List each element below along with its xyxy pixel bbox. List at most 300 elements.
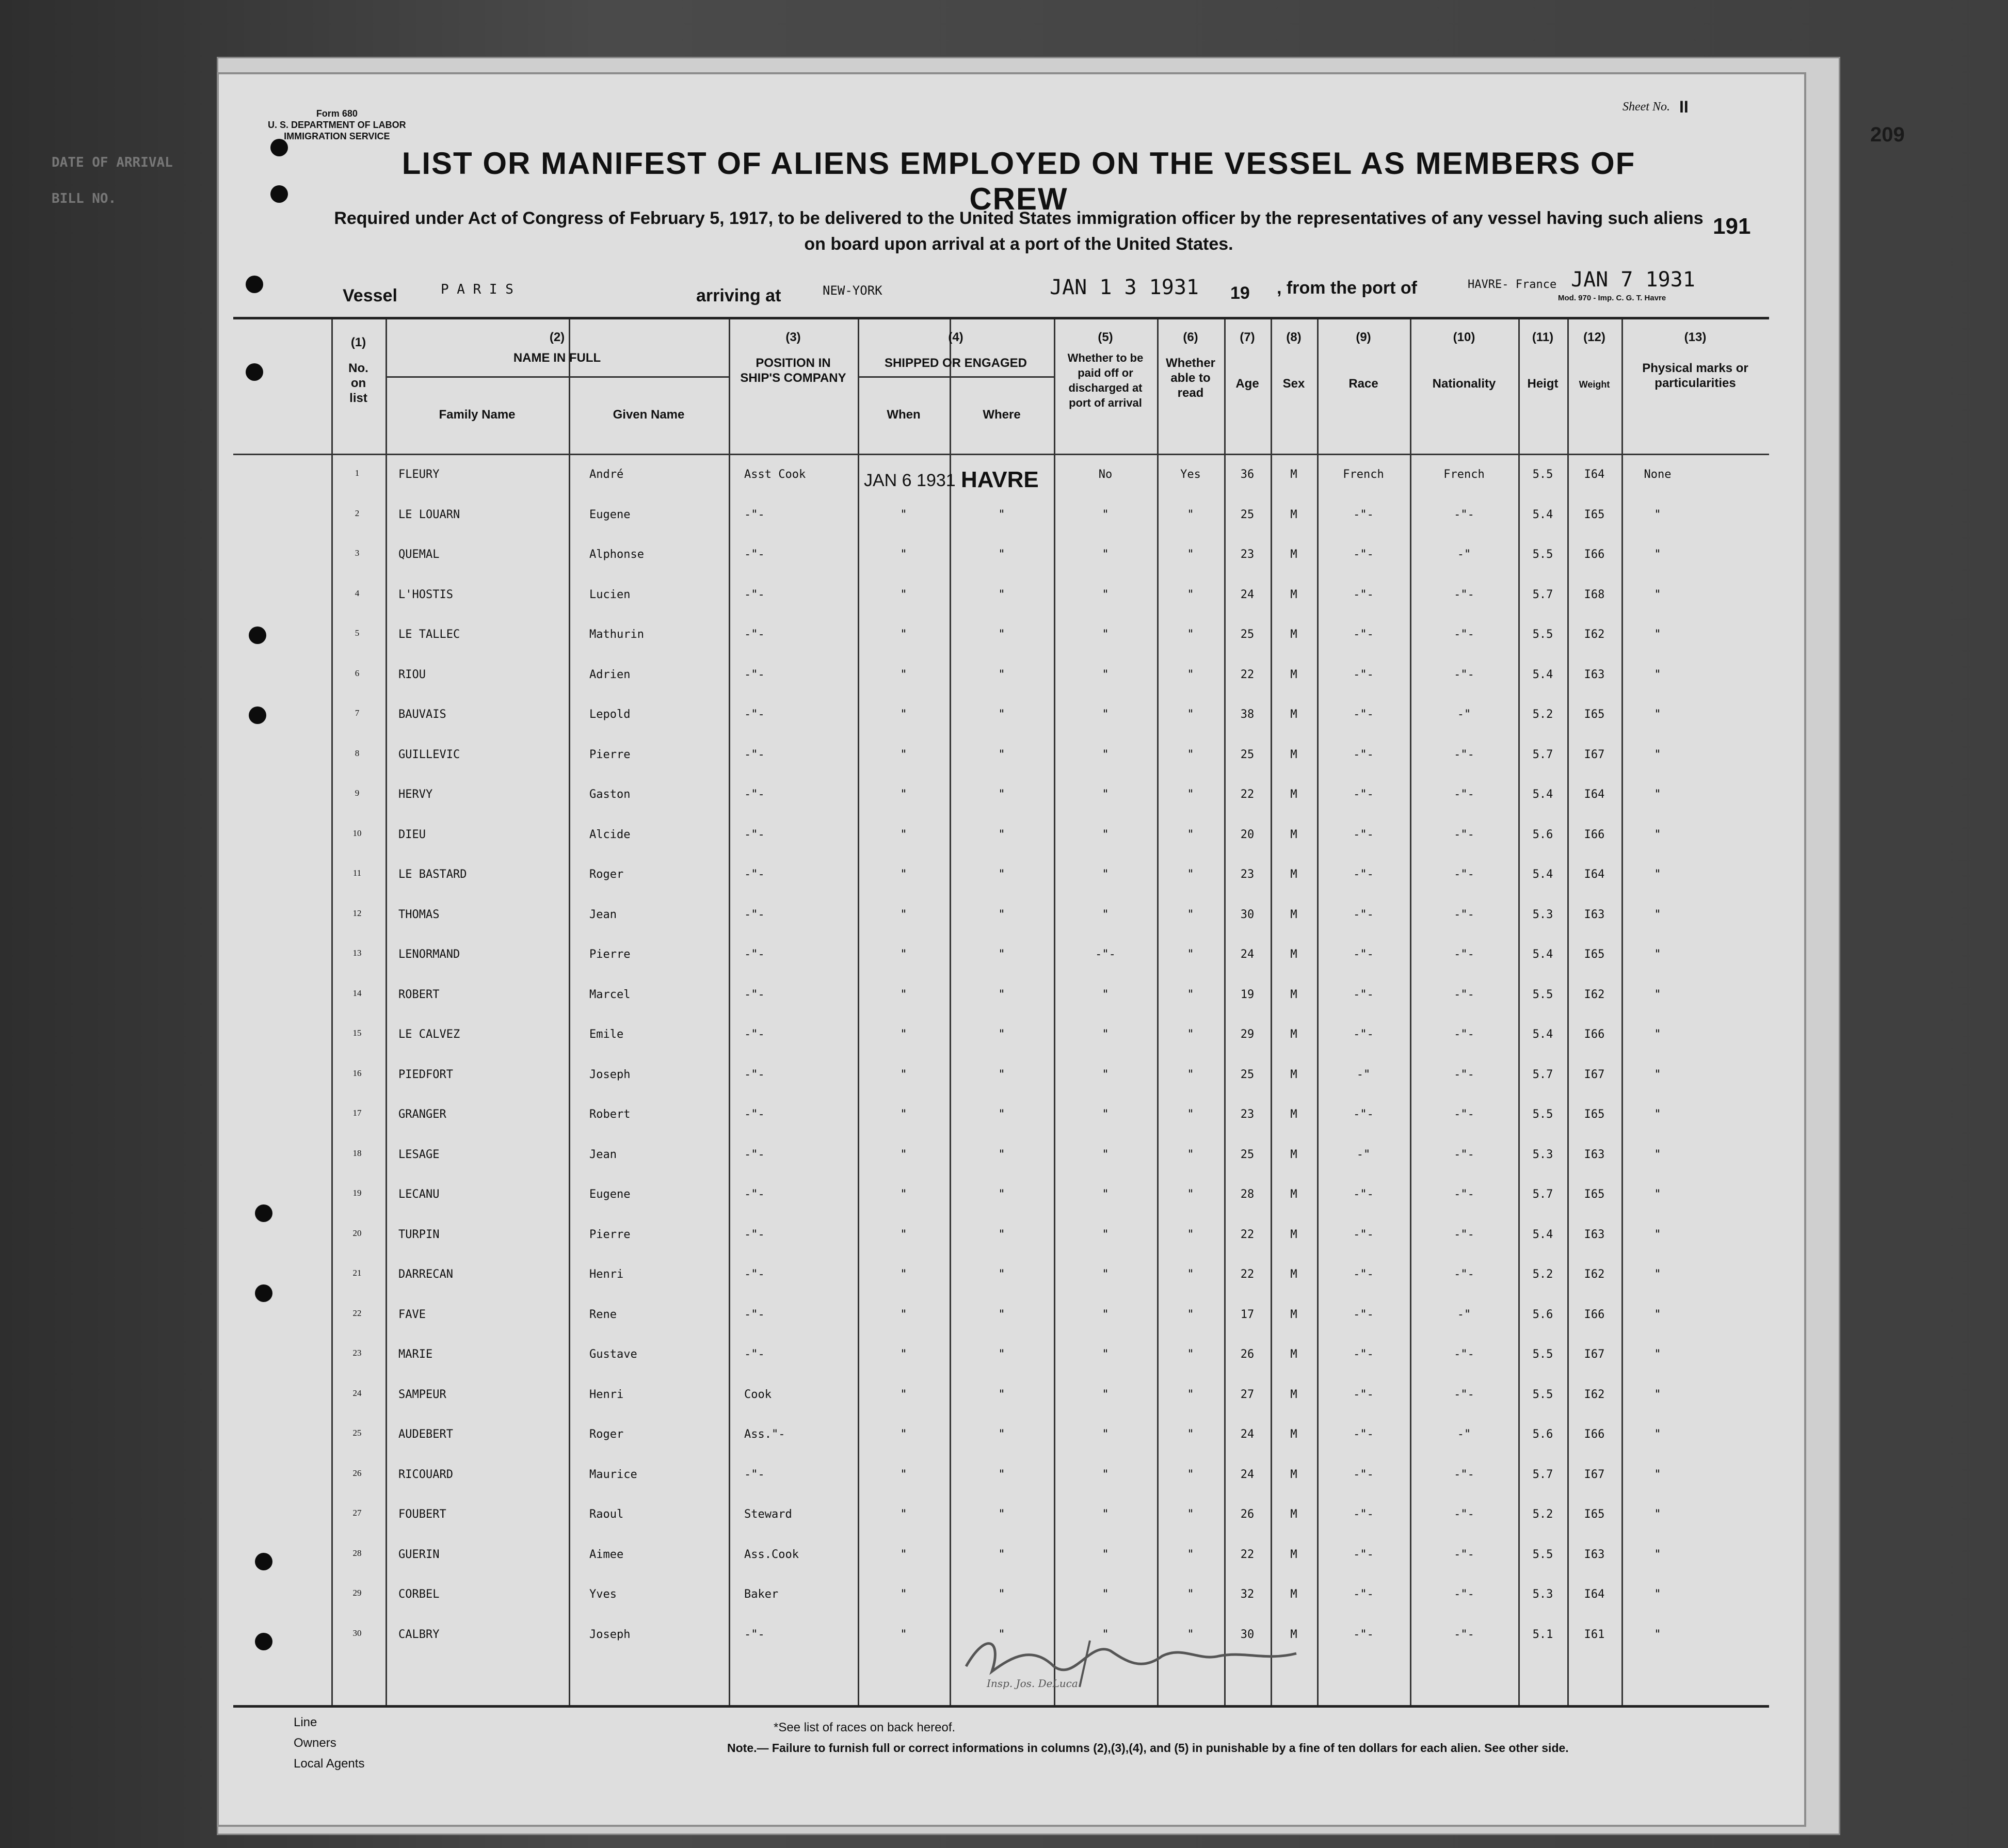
cell-family: FAVE [398, 1308, 426, 1321]
cell-family: LE LOUARN [398, 508, 460, 521]
cell-paid: " [1102, 1348, 1109, 1361]
cell-given: Joseph [589, 1068, 631, 1081]
cell-nationality: -"- [1454, 1388, 1474, 1401]
penalty-note: Note.— Failure to furnish full or correct informations in columns (2),(3),(4), and (5) in punishable by a fine of ten dollars for each alien. See other side. [727, 1741, 1569, 1755]
cell-family: RICOUARD [398, 1468, 453, 1481]
cell-race: -"- [1353, 748, 1374, 761]
header-col-10-number: (10) [1453, 330, 1475, 344]
cell-height: 5.2 [1532, 708, 1553, 721]
cell-where: " [998, 788, 1005, 801]
cell-when: " [900, 1308, 907, 1321]
cell-no: 24 [352, 1388, 362, 1398]
cell-family: MARIE [398, 1348, 433, 1361]
header-col-12: Weight [1579, 379, 1610, 390]
cell-sex: M [1290, 1188, 1297, 1201]
cell-height: 5.5 [1532, 548, 1553, 561]
cell-sex: M [1290, 788, 1297, 801]
cell-where: " [998, 668, 1005, 681]
cell-paid: " [1102, 1028, 1109, 1041]
column-rule [1567, 319, 1569, 1705]
cell-weight: I64 [1584, 788, 1605, 801]
cell-weight: I68 [1584, 588, 1605, 601]
cell-sex: M [1290, 1308, 1297, 1321]
cell-where: " [998, 548, 1005, 561]
cell-height: 5.6 [1532, 1308, 1553, 1321]
cell-sex: M [1290, 1348, 1297, 1361]
cell-race: -"- [1353, 668, 1374, 681]
sheet-number: II [1679, 98, 1689, 116]
cell-when: " [900, 948, 907, 961]
cell-weight: I66 [1584, 548, 1605, 561]
cell-weight: I62 [1584, 988, 1605, 1001]
cell-paid: " [1102, 1188, 1109, 1201]
header-rule [233, 454, 1769, 455]
cell-no: 2 [355, 508, 360, 518]
cell-nationality: -"- [1454, 788, 1474, 801]
cell-where: " [998, 1028, 1005, 1041]
cell-age: 22 [1240, 1268, 1255, 1281]
cell-when: " [900, 1068, 907, 1081]
cell-marks: " [1654, 508, 1661, 521]
cell-read: Yes [1180, 468, 1201, 481]
cell-position: -"- [744, 1308, 765, 1321]
cell-paid: " [1102, 1308, 1109, 1321]
cell-position: -"- [744, 908, 765, 921]
cell-nationality: -"- [1454, 828, 1474, 841]
cell-position: Steward [744, 1508, 792, 1521]
cell-given: Pierre [589, 748, 631, 761]
cell-weight: I65 [1584, 948, 1605, 961]
cell-when: " [900, 588, 907, 601]
cell-read: " [1187, 588, 1194, 601]
cell-race: French [1343, 468, 1384, 481]
cell-read: " [1187, 1028, 1194, 1041]
cell-position: -"- [744, 508, 765, 521]
cell-nationality: -"- [1454, 868, 1474, 881]
cell-nationality: -"- [1454, 1348, 1474, 1361]
cell-sex: M [1290, 1628, 1297, 1641]
cell-given: Raoul [589, 1508, 624, 1521]
cell-marks: " [1654, 988, 1661, 1001]
cell-no: 1 [355, 468, 360, 478]
cell-position: Cook [744, 1388, 772, 1401]
cell-marks: " [1654, 868, 1661, 881]
cell-paid: " [1102, 588, 1109, 601]
cell-weight: I64 [1584, 868, 1605, 881]
cell-sex: M [1290, 668, 1297, 681]
cell-where: " [998, 948, 1005, 961]
cell-position: -"- [744, 628, 765, 641]
cell-marks: " [1654, 1548, 1661, 1561]
margin-stamp-bill: BILL NO. [52, 191, 117, 206]
signature [956, 1610, 1317, 1692]
header-col-7: Age [1235, 377, 1259, 391]
cell-when: " [900, 668, 907, 681]
cell-read: " [1187, 988, 1194, 1001]
cell-where: " [998, 868, 1005, 881]
cell-age: 29 [1240, 1028, 1255, 1041]
cell-read: " [1187, 708, 1194, 721]
cell-no: 6 [355, 668, 360, 678]
column-rule [858, 319, 859, 1705]
cell-marks: None [1644, 468, 1672, 481]
cell-paid: " [1102, 788, 1109, 801]
cell-age: 28 [1240, 1188, 1255, 1201]
header-rule [858, 376, 1054, 378]
cell-sex: M [1290, 828, 1297, 841]
cell-race: -" [1356, 1148, 1371, 1161]
cell-when: " [900, 628, 907, 641]
cell-nationality: -"- [1454, 948, 1474, 961]
cell-weight: I63 [1584, 1228, 1605, 1241]
cell-weight: I67 [1584, 1468, 1605, 1481]
cell-position: -"- [744, 1348, 765, 1361]
cell-given: Eugene [589, 1188, 631, 1201]
cell-height: 5.7 [1532, 1468, 1553, 1481]
cell-given: Jean [589, 1148, 617, 1161]
cell-given: Mathurin [589, 628, 644, 641]
cell-age: 25 [1240, 508, 1255, 521]
cell-where: " [998, 1388, 1005, 1401]
cell-marks: " [1654, 708, 1661, 721]
cell-given: Marcel [589, 988, 631, 1001]
cell-given: Rene [589, 1308, 617, 1321]
cell-race: -"- [1353, 788, 1374, 801]
cell-family: LE CALVEZ [398, 1028, 460, 1041]
cell-read: " [1187, 1508, 1194, 1521]
cell-weight: I65 [1584, 1188, 1605, 1201]
cell-height: 5.7 [1532, 1188, 1553, 1201]
cell-age: 26 [1240, 1508, 1255, 1521]
cell-age: 24 [1240, 1468, 1255, 1481]
cell-given: Henri [589, 1268, 624, 1281]
cell-height: 5.4 [1532, 1228, 1553, 1241]
cell-no: 13 [352, 948, 362, 958]
cell-nationality: -"- [1454, 1548, 1474, 1561]
cell-position: -"- [744, 668, 765, 681]
cell-given: André [589, 468, 624, 481]
cell-given: Aimee [589, 1548, 624, 1561]
cell-given: Lepold [589, 708, 631, 721]
arriving-port: NEW-YORK [823, 283, 882, 298]
cell-sex: M [1290, 468, 1297, 481]
header-col-6-number: (6) [1183, 330, 1198, 344]
cell-weight: I64 [1584, 1588, 1605, 1601]
cell-sex: M [1290, 1428, 1297, 1441]
cell-sex: M [1290, 1108, 1297, 1121]
cell-sex: M [1290, 1388, 1297, 1401]
cell-when: " [900, 1188, 907, 1201]
cell-race: -"- [1353, 988, 1374, 1001]
footer-line: Line [294, 1715, 317, 1729]
cell-sex: M [1290, 1028, 1297, 1041]
cell-read: " [1187, 788, 1194, 801]
header-col-5-number: (5) [1098, 330, 1113, 344]
column-rule [1410, 319, 1411, 1705]
margin-stamp-arrival: DATE OF ARRIVAL [52, 155, 173, 170]
cell-no: 22 [352, 1308, 362, 1318]
cell-weight: I62 [1584, 1388, 1605, 1401]
cell-no: 7 [355, 708, 360, 718]
cell-marks: " [1654, 628, 1661, 641]
cell-nationality: -"- [1454, 1628, 1474, 1641]
cell-paid: " [1102, 1548, 1109, 1561]
cell-no: 10 [352, 828, 362, 838]
header-family-name: Family Name [439, 408, 516, 422]
cell-height: 5.5 [1532, 1388, 1553, 1401]
cell-marks: " [1654, 1068, 1661, 1081]
cell-given: Roger [589, 1428, 624, 1441]
manifest-sheet [217, 72, 1905, 1827]
cell-height: 5.4 [1532, 868, 1553, 881]
cell-where: " [998, 1588, 1005, 1601]
cell-sex: M [1290, 1268, 1297, 1281]
punch-hole [246, 276, 263, 293]
cell-height: 5.5 [1532, 468, 1553, 481]
cell-read: " [1187, 1468, 1194, 1481]
cell-position: -"- [744, 1188, 765, 1201]
cell-where: " [998, 1428, 1005, 1441]
cell-family: GUERIN [398, 1548, 440, 1561]
cell-where: " [998, 508, 1005, 521]
column-rule [1054, 319, 1055, 1705]
cell-weight: I66 [1584, 1428, 1605, 1441]
form-number: Form 680 [316, 108, 358, 119]
cell-where: " [998, 1148, 1005, 1161]
cell-nationality: -"- [1454, 588, 1474, 601]
cell-family: GUILLEVIC [398, 748, 460, 761]
cell-age: 24 [1240, 1428, 1255, 1441]
service: IMMIGRATION SERVICE [284, 131, 390, 141]
cell-position: -"- [744, 708, 765, 721]
cell-read: " [1187, 508, 1194, 521]
cell-no: 17 [352, 1108, 362, 1118]
cell-no: 28 [352, 1548, 362, 1558]
cell-height: 5.6 [1532, 1428, 1553, 1441]
cell-nationality: -"- [1454, 1188, 1474, 1201]
vessel-name: P A R I S [441, 282, 513, 297]
cell-weight: I62 [1584, 1268, 1605, 1281]
cell-sex: M [1290, 508, 1297, 521]
cell-family: ROBERT [398, 988, 440, 1001]
header-col-11: Heigt [1527, 377, 1559, 391]
vessel-label: Vessel [343, 286, 397, 306]
cell-age: 25 [1240, 1068, 1255, 1081]
races-note: *See list of races on back hereof. [774, 1721, 956, 1734]
cell-when: " [900, 828, 907, 841]
cell-sex: M [1290, 748, 1297, 761]
cell-family: L'HOSTIS [398, 588, 453, 601]
cell-age: 23 [1240, 1108, 1255, 1121]
cell-position: -"- [744, 1068, 765, 1081]
column-rule [569, 319, 570, 1705]
cell-family: BAUVAIS [398, 708, 446, 721]
cell-marks: " [1654, 548, 1661, 561]
cell-weight: I61 [1584, 1628, 1605, 1641]
cell-weight: I63 [1584, 1548, 1605, 1561]
cell-position: -"- [744, 1028, 765, 1041]
cell-position: -"- [744, 1108, 765, 1121]
cell-age: 22 [1240, 1548, 1255, 1561]
header-col-13-number: (13) [1684, 330, 1707, 344]
cell-no: 18 [352, 1148, 362, 1158]
cell-marks: " [1654, 1628, 1661, 1641]
header-col-2: NAME IN FULL [513, 351, 601, 365]
cell-family: HERVY [398, 788, 433, 801]
cell-when: " [900, 908, 907, 921]
cell-sex: M [1290, 628, 1297, 641]
cell-race: -"- [1353, 1268, 1374, 1281]
department: U. S. DEPARTMENT OF LABOR [268, 120, 406, 130]
departure-date: JAN 7 1931 [1571, 268, 1695, 292]
cell-nationality: -" [1457, 548, 1471, 561]
cell-sex: M [1290, 1588, 1297, 1601]
column-rule [1518, 319, 1520, 1705]
cell-read: " [1187, 668, 1194, 681]
cell-when: " [900, 1548, 907, 1561]
column-rule [1157, 319, 1159, 1705]
cell-given: Lucien [589, 588, 631, 601]
cell-position: Ass.Cook [744, 1548, 799, 1561]
cell-no: 21 [352, 1268, 362, 1278]
cell-family: DARRECAN [398, 1268, 453, 1281]
cell-when: " [900, 1468, 907, 1481]
cell-paid: " [1102, 708, 1109, 721]
header-col-7-number: (7) [1240, 330, 1255, 344]
cell-nationality: -" [1457, 1428, 1471, 1441]
cell-when: " [900, 1028, 907, 1041]
cell-where: " [998, 1508, 1005, 1521]
cell-paid: " [1102, 988, 1109, 1001]
cell-race: -"- [1353, 1348, 1374, 1361]
cell-read: " [1187, 1268, 1194, 1281]
shipped-when-stamp: JAN 6 1931 [864, 471, 956, 490]
from-label: , from the port of [1277, 278, 1417, 298]
cell-weight: I66 [1584, 1028, 1605, 1041]
cell-read: " [1187, 868, 1194, 881]
cell-where: " [998, 1468, 1005, 1481]
cell-paid: " [1102, 1388, 1109, 1401]
cell-given: Alcide [589, 828, 631, 841]
cell-no: 25 [352, 1428, 362, 1438]
cell-race: -" [1356, 1068, 1371, 1081]
cell-nationality: -"- [1454, 988, 1474, 1001]
column-rule [1271, 319, 1272, 1705]
cell-weight: I63 [1584, 1148, 1605, 1161]
cell-marks: " [1654, 1308, 1661, 1321]
cell-race: -"- [1353, 548, 1374, 561]
cell-nationality: -"- [1454, 908, 1474, 921]
header-col-4-number: (4) [948, 330, 963, 344]
cell-family: LESAGE [398, 1148, 440, 1161]
cell-height: 5.4 [1532, 948, 1553, 961]
cell-when: " [900, 868, 907, 881]
cell-read: " [1187, 1348, 1194, 1361]
cell-sex: M [1290, 588, 1297, 601]
cell-age: 19 [1240, 988, 1255, 1001]
cell-race: -"- [1353, 708, 1374, 721]
cell-given: Gaston [589, 788, 631, 801]
cell-sex: M [1290, 1508, 1297, 1521]
cell-when: " [900, 1588, 907, 1601]
cell-when: " [900, 1628, 907, 1641]
cell-position: -"- [744, 1468, 765, 1481]
cell-height: 5.5 [1532, 1108, 1553, 1121]
cell-when: " [900, 1268, 907, 1281]
cell-height: 5.1 [1532, 1628, 1553, 1641]
cell-marks: " [1654, 1268, 1661, 1281]
cell-where: " [998, 588, 1005, 601]
cell-no: 26 [352, 1468, 362, 1478]
cell-where: " [998, 1308, 1005, 1321]
cell-given: Roger [589, 868, 624, 881]
cell-nationality: -" [1457, 1308, 1471, 1321]
cell-no: 20 [352, 1228, 362, 1238]
cell-position: -"- [744, 588, 765, 601]
cell-no: 11 [352, 868, 362, 878]
cell-no: 8 [355, 748, 360, 758]
cell-race: -"- [1353, 828, 1374, 841]
header-col-10: Nationality [1432, 377, 1496, 391]
punch-hole [270, 185, 288, 203]
cell-paid: -"- [1095, 948, 1116, 961]
header-col-9: Race [1348, 377, 1378, 391]
header-col-2-number: (2) [549, 330, 565, 344]
cell-position: -"- [744, 1268, 765, 1281]
cell-age: 26 [1240, 1348, 1255, 1361]
cell-height: 5.7 [1532, 748, 1553, 761]
cell-when: " [900, 708, 907, 721]
cell-paid: " [1102, 1268, 1109, 1281]
cell-nationality: -"- [1454, 508, 1474, 521]
cell-given: Pierre [589, 1228, 631, 1241]
cell-read: " [1187, 1228, 1194, 1241]
cell-sex: M [1290, 948, 1297, 961]
cell-position: -"- [744, 1628, 765, 1641]
cell-marks: " [1654, 1428, 1661, 1441]
header-col-1: No. on list [348, 361, 368, 405]
cell-race: -"- [1353, 1308, 1374, 1321]
cell-paid: " [1102, 668, 1109, 681]
header-col-3: POSITION IN SHIP'S COMPANY [740, 356, 846, 385]
cell-sex: M [1290, 988, 1297, 1001]
cell-family: LENORMAND [398, 948, 460, 961]
footer-owners: Owners [294, 1736, 336, 1750]
cell-sex: M [1290, 1228, 1297, 1241]
cell-no: 23 [352, 1348, 362, 1358]
cell-when: " [900, 1348, 907, 1361]
cell-age: 38 [1240, 708, 1255, 721]
cell-when: " [900, 1508, 907, 1521]
cell-marks: " [1654, 1508, 1661, 1521]
cell-where: " [998, 1628, 1005, 1641]
cell-no: 4 [355, 588, 360, 598]
cell-race: -"- [1353, 1108, 1374, 1121]
cell-race: -"- [1353, 1028, 1374, 1041]
column-rule [1621, 319, 1623, 1705]
cell-family: LECANU [398, 1188, 440, 1201]
cell-read: " [1187, 908, 1194, 921]
cell-weight: I65 [1584, 1508, 1605, 1521]
cell-height: 5.6 [1532, 828, 1553, 841]
cell-where: " [998, 988, 1005, 1001]
cell-paid: " [1102, 1148, 1109, 1161]
cell-race: -"- [1353, 1508, 1374, 1521]
cell-height: 5.3 [1532, 1588, 1553, 1601]
column-rule [729, 319, 730, 1705]
cell-weight: I67 [1584, 1348, 1605, 1361]
footer-agents: Local Agents [294, 1757, 365, 1771]
